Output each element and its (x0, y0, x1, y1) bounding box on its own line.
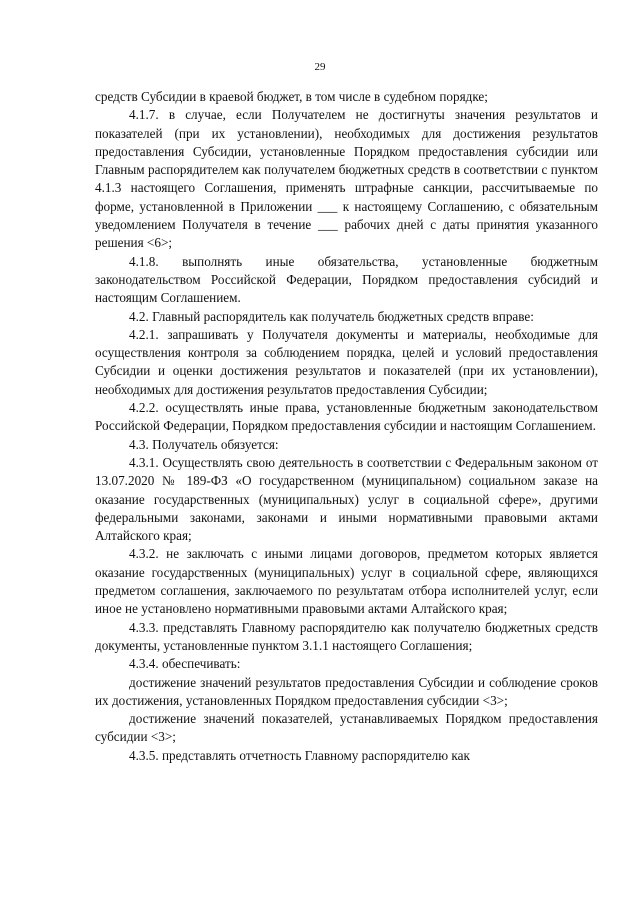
paragraph-4-2: 4.2. Главный распорядитель как получатель бюджетных средств вправе: (129, 308, 534, 324)
paragraph-4-3-1: 4.3.1. Осуществлять свою деятельность в соответствии с Федеральным законом от 13.07.2020 № 189-ФЗ «О государственном (муниципальном) социальном заказе на оказание государственных (муниципальных) услуг в социальной сфере», другими федеральными законами, законами и иными нормативными правовыми актами Алтайского края; (95, 454, 598, 544)
paragraph-4-1-7: 4.1.7. в случае, если Получателем не достигнуты значения результатов и показателей (при их установлении), необходимых для достижения результатов предоставления Субсидии, установленные Порядком предоставления субсидии или Главным распорядителем как получателем бюджетных средств в соответствии с пунктом 4.1.3 настоящего Соглашения, применять штрафные санкции, рассчитываемые по форме, установленной в Приложении ___ к настоящему Соглашению, с обязательным уведомлением Получателя в течение ___ рабочих дней с даты принятия указанного решения <6>; (95, 107, 598, 251)
paragraph-4-3-5: 4.3.5. представлять отчетность Главному распорядителю как (129, 747, 470, 763)
paragraph-continuation: средств Субсидии в краевой бюджет, в том числе в судебном порядке; (95, 89, 488, 104)
paragraph-results-achievement: достижение значений результатов предоставления Субсидии и соблюдение сроков их достижения, установленных Порядком предоставления субсидии <3>; (95, 674, 598, 708)
paragraph-4-1-8: 4.1.8. выполнять иные обязательства, установленные бюджетным законодательством Российской Федерации, Порядком предоставления субсидий и настоящим Соглашением. (95, 253, 598, 306)
paragraph-4-3-2: 4.3.2. не заключать с иными лицами договоров, предметом которых является оказание государственных (муниципальных) услуг в социальной сфере, являющихся предметом соглашения, заключаемого по результатам отбора исполнителей услуг, если иное не установлено нормативными правовыми актами Алтайского края; (95, 546, 598, 617)
paragraph-4-3-4: 4.3.4. обеспечивать: (129, 656, 241, 672)
paragraph-indicators-achievement: достижение значений показателей, устанавливаемых Порядком предоставления субсидии <3>; (95, 711, 598, 745)
paragraph-4-2-2: 4.2.2. осуществлять иные права, установленные бюджетным законодательством Российской Федерации, Порядком предоставления субсидии и настоящим Соглашением. (95, 400, 598, 434)
paragraph-4-3: 4.3. Получатель обязуется: (129, 436, 279, 452)
paragraph-4-2-1: 4.2.1. запрашивать у Получателя документы и материалы, необходимые для осуществления контроля за соблюдением порядка, целей и условий предоставления Субсидии и оценки достижения результатов и показателей (при их установлении), необходимых для достижения результатов предоставления Субсидии; (95, 326, 598, 397)
page-number: 29 (314, 61, 326, 73)
document-body (95, 88, 598, 765)
paragraph-4-3-3: 4.3.3. представлять Главному распорядителю как получателю бюджетных средств документы, установленные пунктом 3.1.1 настоящего Соглашения; (95, 619, 598, 653)
